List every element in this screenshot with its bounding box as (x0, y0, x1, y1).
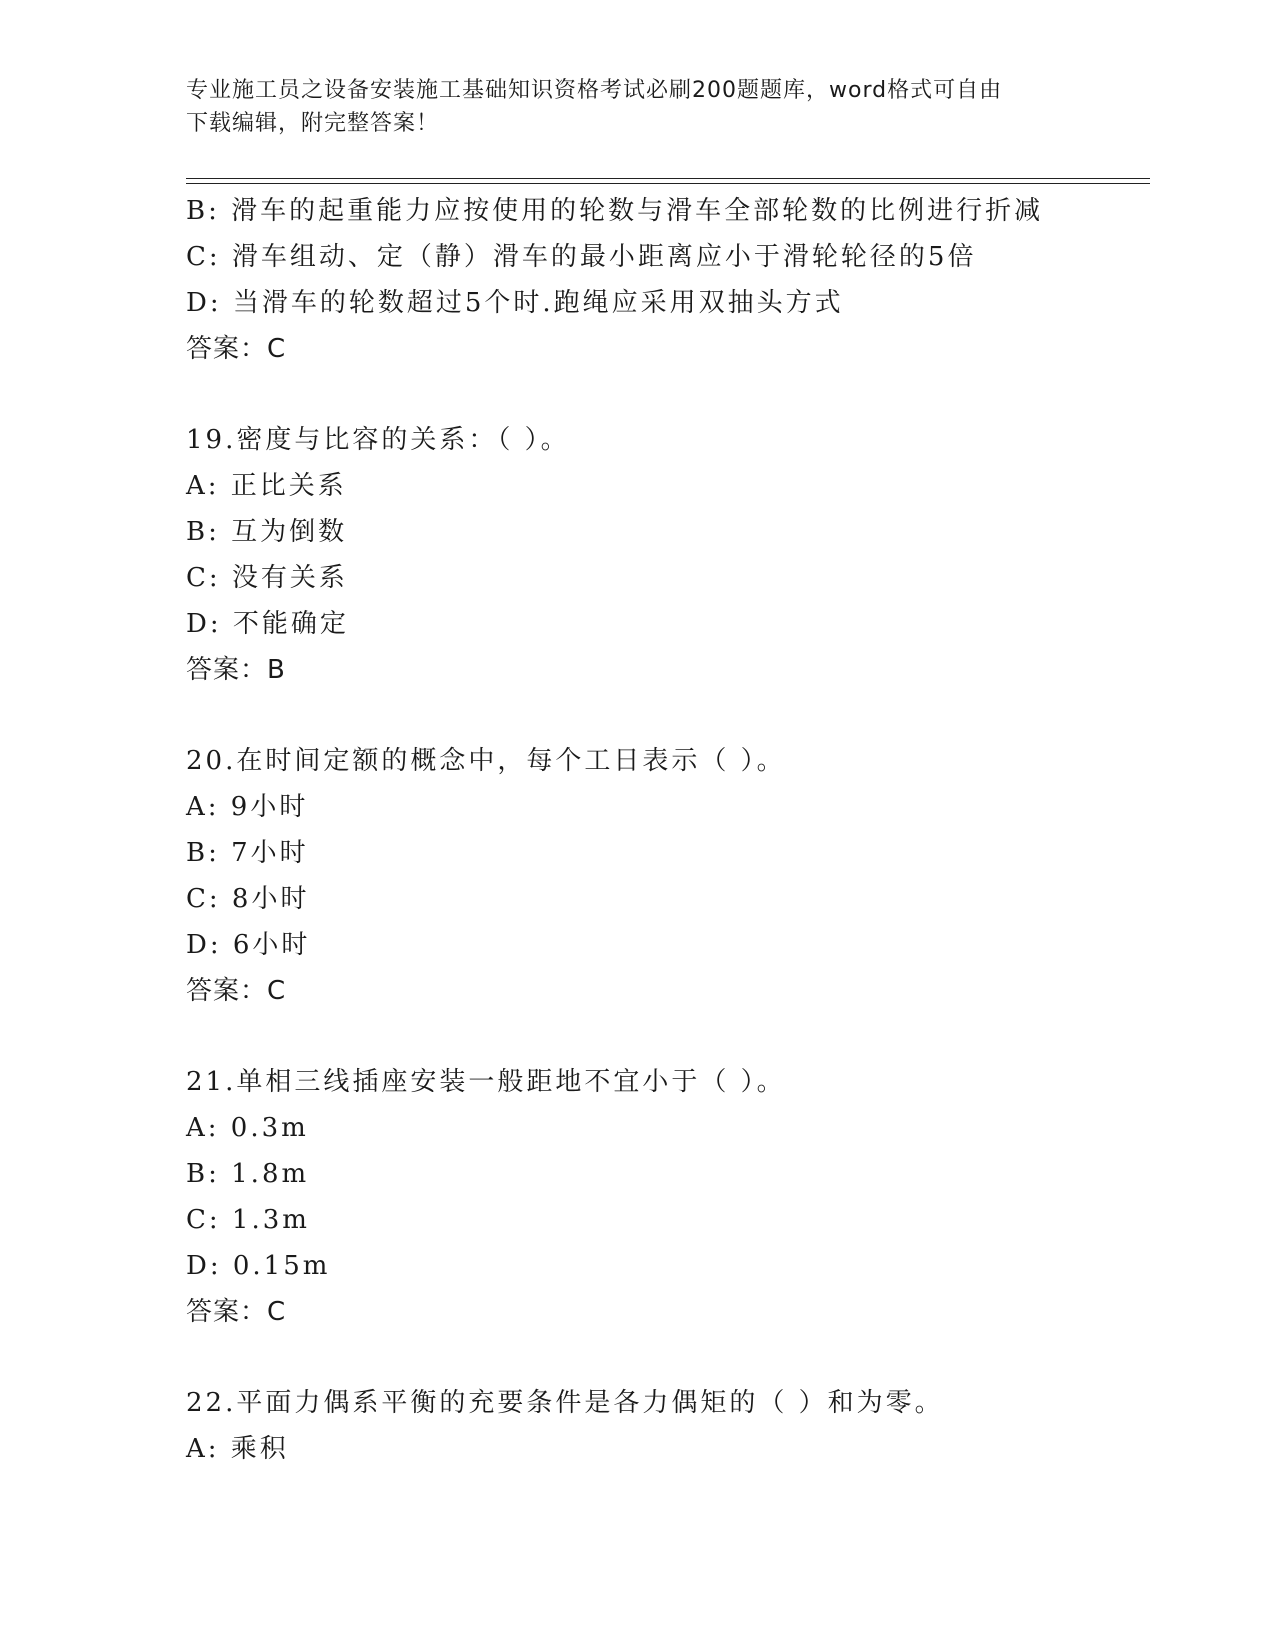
option-a: A: 9小时 (186, 792, 309, 822)
document-header (186, 74, 1086, 140)
option-d: D: 不能确定 (186, 609, 349, 639)
spacer (186, 1014, 1146, 1059)
option-b: B: 滑车的起重能力应按使用的轮数与滑车全部轮数的比例进行折减 (186, 196, 1044, 226)
question-stem: 20.在时间定额的概念中，每个工日表示（ ）。 (186, 746, 786, 776)
option-a: A: 0.3m (186, 1113, 309, 1143)
option-a: A: 乘积 (186, 1434, 289, 1464)
option-d: D: 6小时 (186, 930, 311, 960)
option-c: C: 1.3m (186, 1205, 310, 1235)
question-stem: 19.密度与比容的关系：（ ）。 (186, 425, 570, 455)
spacer (186, 1335, 1146, 1380)
answer-line: 答案：C (186, 976, 287, 1006)
answer-line: 答案：C (186, 334, 287, 364)
option-c: C: 滑车组动、定（静）滑车的最小距离应小于滑轮轮径的5倍 (186, 242, 977, 272)
question-22 (186, 1380, 1146, 1472)
header-divider-top (186, 178, 1150, 179)
header-title-line-1: 专业施工员之设备安装施工基础知识资格考试必刷200题题库，word格式可自由 (186, 78, 1003, 103)
option-b: B: 7小时 (186, 838, 309, 868)
spacer (186, 372, 1146, 417)
question-19 (186, 417, 1146, 693)
header-divider-bottom (186, 183, 1150, 184)
option-d: D: 0.15m (186, 1251, 331, 1281)
option-c: C: 没有关系 (186, 563, 348, 593)
option-a: A: 正比关系 (186, 471, 347, 501)
option-c: C: 8小时 (186, 884, 310, 914)
question-18-continued (186, 188, 1146, 372)
header-title-line-2: 下载编辑，附完整答案！ (186, 111, 440, 136)
question-20 (186, 738, 1146, 1014)
question-21 (186, 1059, 1146, 1335)
question-stem: 21.单相三线插座安装一般距地不宜小于（ ）。 (186, 1067, 786, 1097)
question-stem: 22.平面力偶系平衡的充要条件是各力偶矩的（ ）和为零。 (186, 1388, 944, 1418)
answer-line: 答案：C (186, 1297, 287, 1327)
spacer (186, 693, 1146, 738)
option-d: D: 当滑车的轮数超过5个时.跑绳应采用双抽头方式 (186, 288, 844, 318)
option-b: B: 互为倒数 (186, 517, 348, 547)
option-b: B: 1.8m (186, 1159, 310, 1189)
question-list (186, 188, 1146, 1472)
answer-line: 答案：B (186, 655, 286, 685)
